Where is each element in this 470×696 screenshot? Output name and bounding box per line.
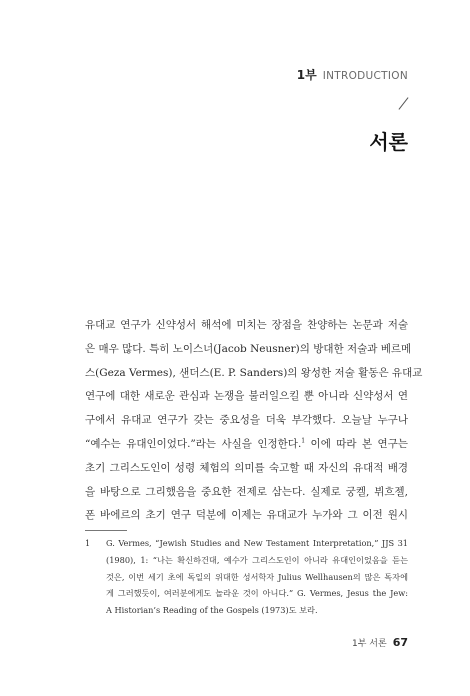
chapter-title: 서론: [369, 130, 408, 154]
body-line: 구에서 유대교 연구가 갖는 중요성을 더욱 부각했다. 오늘날 누구나: [85, 414, 408, 427]
body-line: 은 매우 많다. 특히 노이스너(Jacob Neusner)의 방대한 저술과 베르메: [85, 342, 412, 355]
footnote-line: 게 그러했듯이, 여러분에게도 놀라운 것이 아니다.” G. Vermes, Jesus the Jew:: [106, 588, 408, 599]
footnote-divider: [85, 530, 127, 531]
body-text-span: “예수는 유대인이었다.”라는 사실을 인정한다.: [85, 437, 302, 450]
running-header: [297, 66, 408, 83]
footnote-reference[interactable]: 1: [301, 437, 306, 445]
part-number: 1부: [296, 68, 317, 82]
footnote-text: [106, 535, 408, 619]
footnote-line: (1980), 1: “나는 확신하건대, 예수가 그리스도인이 아니라 유대인이었음을 듣는: [106, 554, 408, 565]
body-text-span: 이에 따라 본 연구는: [310, 437, 408, 450]
footnote-line: G. Vermes, “Jewish Studies and New Testament Interpretation,” JJS 31: [106, 538, 408, 548]
part-label: INTRODUCTION: [322, 70, 408, 82]
body-line: 유대교 연구가 신약성서 해석에 미치는 장점을 찬양하는 논문과 저술: [85, 319, 408, 331]
body-line: 을 바탕으로 그리했음을 중요한 전제로 삼는다. 실제로 궁켈, 뷔흐젤,: [85, 485, 408, 498]
footnote: [85, 535, 408, 619]
footer-section-label: 1부 서론: [352, 639, 387, 649]
body-line: 연구에 대한 새로운 관심과 논쟁을 불러일으킬 뿐 아니라 신약성서 연: [85, 390, 408, 403]
body-line: 폰 바에르의 초기 연구 덕분에 이제는 유대교가 누가와 그 이전 원시: [85, 509, 408, 522]
body-line: 초기 그리스도인이 성령 체험의 의미를 숙고할 때 자신의 유대적 배경: [85, 461, 408, 474]
footnote-line: A Historian’s Reading of the Gospels (1973)도 보라.: [106, 605, 318, 616]
decorative-slash: [398, 97, 408, 109]
footnote-line: 것은, 이번 세기 초에 독일의 위대한 성서학자 Julius Wellhausen의 많은 독자에: [106, 571, 408, 582]
page-number: 67: [392, 636, 408, 649]
body-line: 스(Geza Vermes), 샌더스(E. P. Sanders)의 왕성한 저술 활동은 유대교: [85, 366, 423, 379]
page-footer: [352, 636, 408, 649]
body-text: [85, 314, 423, 528]
footnote-number: 1: [85, 538, 91, 548]
body-line-with-ref: [85, 433, 408, 457]
